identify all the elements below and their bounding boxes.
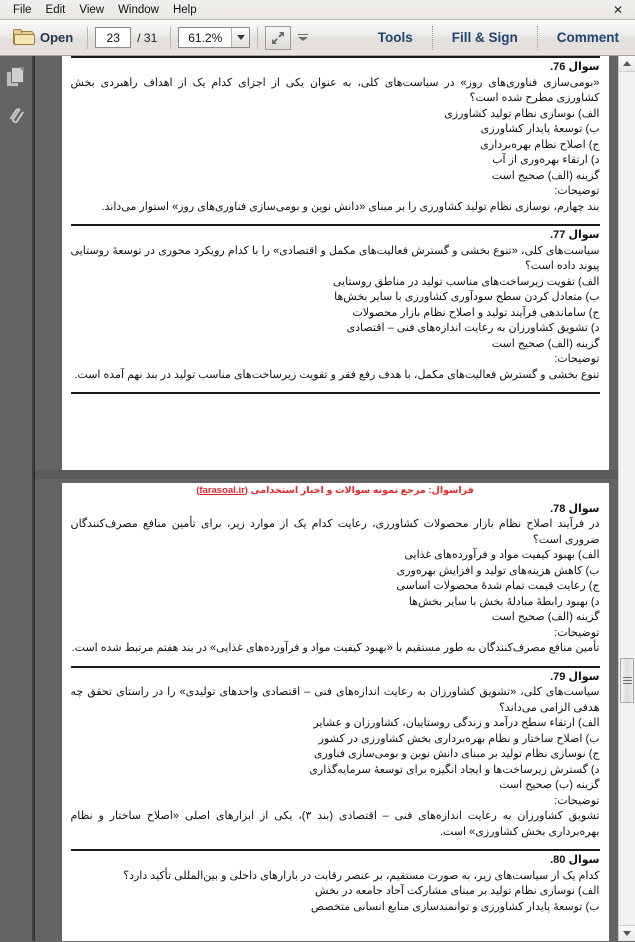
question-option: ج) ساماندهی فرآیند تولید و اصلاح نظام بازار محصولات (352, 306, 600, 319)
question-option: ب) توسعهٔ پایدار کشاورزی و توانمندسازی منابع انسانی متخصص (310, 900, 600, 913)
question-option: ج) اصلاح نظام بهره‌برداری (480, 138, 600, 151)
question-stem: سیاست‌های کلی، «تنوع بخشی و گسترش فعالیت‌های مکمل و اقتصادی» را با کدام رویکرد محوری در توسعهٔ روستایی پیوند داده است؟ (70, 244, 600, 272)
section-rule (71, 392, 600, 394)
page-thumbnails-icon (6, 67, 26, 87)
explanation-label: توضیحات: (554, 353, 600, 365)
navigation-pane (0, 56, 34, 941)
scrollbar-thumb[interactable] (620, 658, 634, 703)
question-number: سوال 80. (550, 854, 600, 866)
menu-item-edit[interactable]: Edit (45, 3, 66, 16)
correct-answer: گزینه (ب) صحیح است (499, 779, 600, 791)
page-separator (35, 470, 635, 479)
open-button[interactable] (6, 25, 80, 50)
section-rule (71, 666, 600, 668)
menu-bar (0, 0, 635, 20)
triangle-down-icon (623, 931, 631, 936)
toolbar-divider-2 (170, 27, 171, 49)
question-block (71, 670, 600, 841)
question-number: سوال 77. (550, 229, 600, 241)
section-rule (71, 224, 600, 226)
page-total-label: / 31 (137, 30, 158, 45)
menu-item-window[interactable]: Window (118, 3, 159, 16)
question-option: ب) متعادل کردن سطح سودآوری کشاورزی با سایر بخش‌ها (334, 291, 600, 303)
vertical-scrollbar[interactable] (618, 56, 635, 941)
fit-arrows-icon (270, 30, 286, 46)
explanation-text: تأمین منافع مصرف‌کنندگان به طور مستقیم با «بهبود کیفیت مواد و فرآورده‌های غذایی» در بند هفتم مرتبط شده است. (71, 642, 600, 654)
fit-page-button[interactable] (265, 26, 291, 50)
watermark-prefix: فراسوال: مرجع نمونه سوالات و اخبار استخدامی ( (244, 485, 474, 496)
question-stem: کدام یک از سیاست‌های زیر، به صورت مستقیم، بر عنصر رقابت در بازارهای داخلی و بین‌المللی تأکید دارد؟ (123, 869, 600, 882)
section-rule (71, 56, 600, 58)
zoom-control[interactable] (178, 27, 250, 48)
toolbar-divider-3 (257, 27, 258, 49)
question-block (71, 853, 600, 915)
question-option: الف) نوسازی نظام تولید کشاورزی (444, 107, 600, 120)
explanation-text: بند چهارم، نوسازی نظام تولید کشاورزی را بر مبنای «دانش نوین و بومی‌سازی فناوری‌های روز» استوار می‌داند. (101, 200, 600, 213)
open-button-label: Open (40, 30, 74, 45)
question-option: الف) ارتقاء سطح درآمد و زندگی روستاییان، کشاورزان و عشایر (313, 717, 600, 729)
site-watermark (71, 483, 600, 499)
scrollbar-track[interactable] (619, 72, 635, 925)
question-number: سوال 76. (550, 61, 600, 73)
comment-button[interactable]: Comment (556, 30, 619, 45)
toolbar-divider-5 (537, 26, 538, 50)
menu-item-help[interactable]: Help (172, 3, 197, 16)
grip-icon (623, 675, 632, 686)
question-option: ب) توسعهٔ پایدار کشاورزی (480, 123, 600, 135)
question-option: د) گسترش زیرساخت‌ها و ایجاد انگیزه برای توسعهٔ سرمایه‌گذاری (309, 763, 600, 776)
question-option: الف) بهبود کیفیت مواد و فرآورده‌های غذایی (404, 549, 600, 561)
fill-and-sign-button[interactable]: Fill & Sign (451, 30, 518, 45)
pdf-page (62, 56, 609, 470)
attachments-button[interactable] (3, 102, 29, 128)
explanation-text: تشویق کشاورزان به رعایت اندازه‌های فنی – اقتصادی (بند ۳)، یکی از ابزارهای اصلی «اصلاح ساختار و نظام بهره‌برداری بخش کشاورزی» است. (70, 810, 600, 838)
correct-answer: گزینه (الف) صحیح است (491, 337, 600, 350)
question-option: ب) اصلاح ساختار و نظام بهره‌برداری بخش کشاورزی در کشور (318, 732, 600, 745)
question-option: ب) کاهش هزینه‌های تولید و افزایش بهره‌وری (396, 564, 600, 577)
toolbar-divider-4 (432, 26, 433, 50)
question-stem: «بومی‌سازی فناوری‌های روز» در سیاست‌های کلی، به عنوان یکی از اجزای کدام یک از اهداف راهبردی بخش کشاورزی مطرح شده است؟ (70, 76, 600, 104)
question-number: سوال 79. (550, 670, 600, 683)
triangle-up-icon (623, 61, 631, 66)
scroll-down-button[interactable] (619, 925, 635, 941)
explanation-label: توضیحات: (554, 794, 600, 807)
menu-item-file[interactable]: File (13, 3, 32, 16)
question-option: ج) نوسازی نظام تولید بر مبنای دانش نوین و بومی‌سازی فناوری (313, 748, 600, 760)
page-content (62, 483, 609, 915)
question-block (71, 502, 600, 657)
page-thumbnails-button[interactable] (3, 64, 29, 90)
chevron-down-icon (298, 37, 308, 41)
page-number-input[interactable]: 23 (95, 27, 131, 48)
question-option: ج) رعایت قیمت تمام شدهٔ محصولات اساسی (396, 580, 600, 592)
close-icon[interactable]: ✕ (612, 3, 623, 17)
question-stem: سیاست‌های کلی، «تشویق کشاورزان به رعایت اندازه‌های فنی – اقتصادی واحدهای تولیدی» را در راستای تحقق چه هدفی الزامی می‌داند؟ (70, 686, 600, 714)
folder-open-icon (13, 29, 35, 46)
page-content (62, 56, 609, 394)
menu-item-view[interactable]: View (79, 3, 105, 16)
watermark-link[interactable]: farasoal.ir (199, 485, 245, 496)
tools-button[interactable]: Tools (377, 30, 413, 45)
question-block (71, 228, 600, 383)
correct-answer: گزینه (الف) صحیح است (491, 611, 600, 623)
question-block (71, 60, 600, 215)
explanation-label: توضیحات: (554, 626, 600, 639)
zoom-dropdown-button[interactable] (231, 28, 249, 47)
question-option: الف) تقویت زیرساخت‌های مناسب تولید در مناطق روستایی (332, 275, 600, 288)
scroll-up-button[interactable] (619, 56, 635, 72)
zoom-level-input[interactable]: 61.2% (188, 30, 223, 45)
document-viewport[interactable] (34, 56, 635, 941)
question-option: د) تشویق کشاورزان به رعایت اندازه‌های فنی – اقتصادی (346, 322, 600, 334)
main-toolbar (0, 20, 635, 56)
toolbar-divider-1 (87, 27, 88, 49)
watermark-suffix: ) (196, 485, 200, 496)
question-number: سوال 78. (550, 502, 600, 515)
explanation-label: توضیحات: (554, 185, 600, 197)
correct-answer: گزینه (الف) صحیح است (491, 169, 600, 182)
question-option: د) بهبود رابطهٔ مبادلهٔ بخش با سایر بخش‌ها (408, 595, 600, 608)
toolbar-more-button[interactable] (296, 26, 310, 50)
question-option: الف) نوسازی نظام تولید بر مبنای مشارکت آحاد جامعه در بخش (315, 885, 600, 897)
pdf-page (62, 483, 609, 941)
section-rule (71, 849, 600, 851)
chevron-down-icon (237, 35, 245, 40)
question-stem: در فرآیند اصلاح نظام بازار محصولات کشاورزی، رعایت کدام یک از موارد زیر، برای تأمین منافع مصرف‌کنندگان ضروری است؟ (70, 518, 600, 546)
workspace (0, 56, 635, 941)
explanation-text: تنوع بخشی و گسترش فعالیت‌های مکمل، با هدف رفع فقر و تقویت زیرساخت‌های مناسب تولید در بند نهم آمده است. (74, 368, 600, 381)
paperclip-icon (6, 105, 26, 125)
question-option: د) ارتقاء بهره‌وری از آب (492, 154, 600, 166)
